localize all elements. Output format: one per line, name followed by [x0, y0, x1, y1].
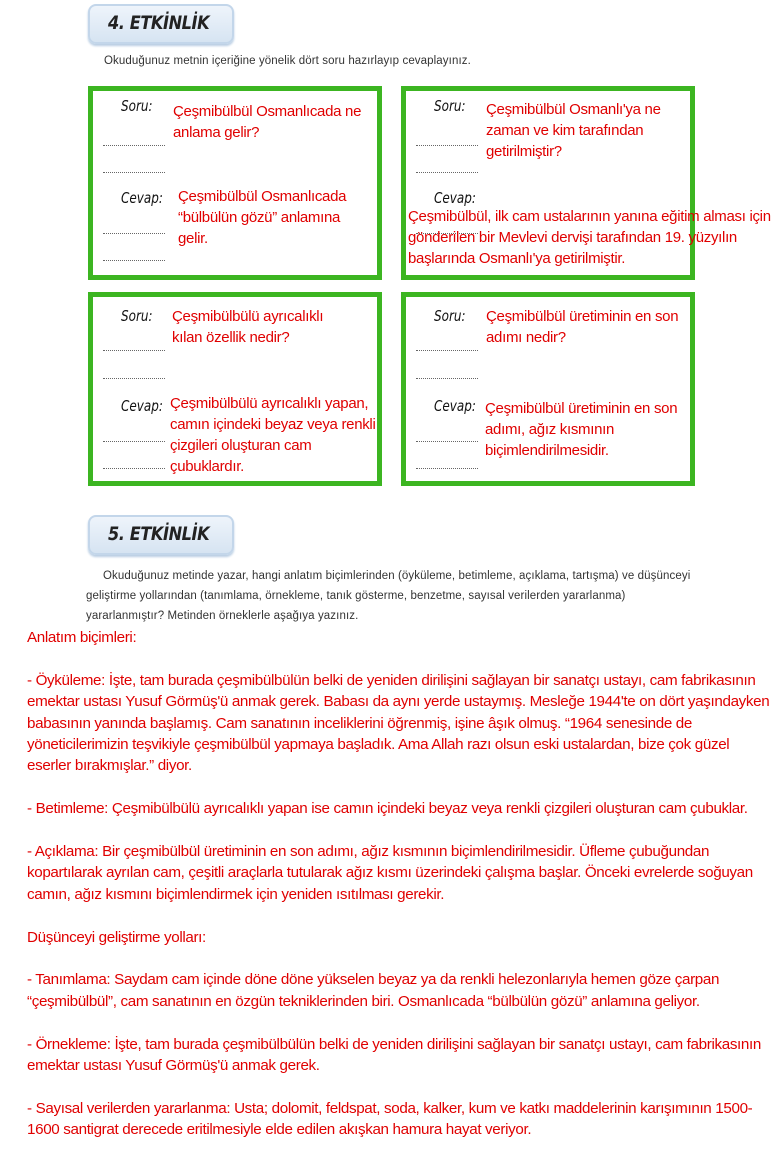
answer-2: Çeşmibülbül, ilk cam ustalarının yanına eğitim alması için gönderilen bir Mevlevi dervişi tarafından 19. yüzyılın başlarında Osmanlı'ya getirilmiştir.	[408, 208, 771, 267]
dotted-line	[416, 145, 478, 146]
answer-paragraph: - Tanımlama: Saydam cam içinde döne döne yükselen beyaz ya da renkli helezonlarıyla hemen göze çarpan “çeşmibülbül”, cam sanatının en özgün tekniklerinden biri. Osmanlıcada “bülbülün gözü” anlamına geliyor.	[27, 971, 720, 1010]
soru-label: Soru:	[121, 97, 153, 115]
answer-heading-narration: Anlatım biçimleri:	[27, 629, 137, 646]
activity-4-instruction: Okuduğunuz metnin içeriğine yönelik dört soru hazırlayıp cevaplayınız.	[104, 55, 471, 67]
dotted-line	[416, 172, 478, 173]
dotted-line	[416, 441, 478, 442]
activity-4-badge	[88, 4, 234, 44]
qa-card-1	[88, 86, 382, 280]
cevap-label: Cevap:	[434, 189, 476, 207]
dotted-line	[103, 172, 165, 173]
cevap-label: Cevap:	[121, 189, 163, 207]
soru-label: Soru:	[434, 97, 466, 115]
dotted-line	[103, 468, 165, 469]
question-1: Çeşmibülbül Osmanlıcada ne anlama gelir?	[173, 103, 362, 141]
answer-paragraph: - Açıklama: Bir çeşmibülbül üretiminin en son adımı, ağız kısmının biçimlendirilmesidir. Üfleme çubuğundan kopartılarak ayrılan cam, çeşitli araçlarla tutularak ağız kısmı üzerindeki çalışma başlar. Önceki evrelerde soğuyan camın, ağız kısmını biçimlendirmek için yeniden ısıtılması gerekir.	[27, 843, 753, 903]
answer-paragraph: - Örnekleme: İşte, tam burada çeşmibülbülün belki de yeniden dirilişini sağlayan bir sanatçı ustayı, cam fabrikasının emektar ustası Yusuf Görmüş'ü anmak gerek.	[27, 1035, 761, 1075]
activity-5-title: 5. ETKİNLİK	[108, 523, 210, 545]
dotted-line	[103, 441, 165, 442]
answer-paragraph: - Öyküleme: İşte, tam burada çeşmibülbülün belki de yeniden dirilişini sağlayan bir sanatçı ustayı, cam fabrikasının emektar ustası Yusuf Görmüş'ü anmak gerek. Babası da aynı yerde ustaymış. Mesleğe 1944'te on dört yaşındayken babasının yanında başlamış. Cam sanatının inceliklerini öğrenmiş, işine âşık olmuş. “1964 senesinde de yöneticilerimizin teşvikiyle çeşmibülbül yapmaya başladık. Ama Allah razı olsun eski ustalardan, bize çok güzel eserler bırakmışlar.” diyor.	[27, 671, 770, 775]
qa-card-4	[401, 292, 695, 486]
activity-5-instruction: Okuduğunuz metinde yazar, hangi anlatım biçimlerinden (öyküleme, betimleme, açıklama, tartışma) ve düşünceyi geliştirme yollarından (tanımlama, örnekleme, tanık gösterme, benzetme, sayısal verilerden yararlanma) yararlanmıştır? Metinden örneklerle aşağıya yazınız.	[86, 570, 691, 622]
answer-heading-development: Düşünceyi geliştirme yolları:	[27, 928, 206, 946]
dotted-line	[416, 378, 478, 379]
soru-label: Soru:	[121, 307, 153, 325]
activity-5-badge	[88, 515, 234, 555]
dotted-line	[416, 350, 478, 351]
answer-4: Çeşmibülbül üretiminin en son adımı, ağız kısmının biçimlendirilmesidir.	[485, 400, 678, 459]
dotted-line	[103, 260, 165, 261]
answer-paragraph: - Betimleme: Çeşmibülbülü ayrıcalıklı yapan ise camın içindeki beyaz veya renkli çizgileri oluşturan cam çubuklar.	[27, 800, 748, 818]
question-3: Çeşmibülbülü ayrıcalıklı kılan özellik nedir?	[172, 308, 324, 346]
answer-paragraph: - Sayısal verilerden yararlanma: Usta; dolomit, feldspat, soda, kalker, kum ve katkı maddelerinin karışımının 1500-1600 santigrat derecede eritilmesiyle elde edilen akışkan hamura hayat veriyor.	[27, 1099, 753, 1139]
dotted-line	[103, 145, 165, 146]
activity-4-title: 4. ETKİNLİK	[108, 12, 210, 34]
cevap-label: Cevap:	[121, 397, 163, 415]
cevap-label: Cevap:	[434, 397, 476, 415]
answer-text	[27, 627, 772, 1162]
question-2: Çeşmibülbül Osmanlı'ya ne zaman ve kim tarafından getirilmiştir?	[486, 101, 661, 160]
answer-1: Çeşmibülbül Osmanlıcada “bülbülün gözü” anlamına gelir.	[178, 188, 347, 247]
answer-3: Çeşmibülbülü ayrıcalıklı yapan, camın içindeki beyaz veya renkli çizgileri oluşturan cam çubuklardır.	[170, 395, 376, 475]
dotted-line	[103, 233, 165, 234]
question-4: Çeşmibülbül üretiminin en son adımı nedir?	[486, 308, 679, 346]
dotted-line	[416, 468, 478, 469]
qa-card-3	[88, 292, 382, 486]
dotted-line	[103, 378, 165, 379]
soru-label: Soru:	[434, 307, 466, 325]
dotted-line	[103, 350, 165, 351]
